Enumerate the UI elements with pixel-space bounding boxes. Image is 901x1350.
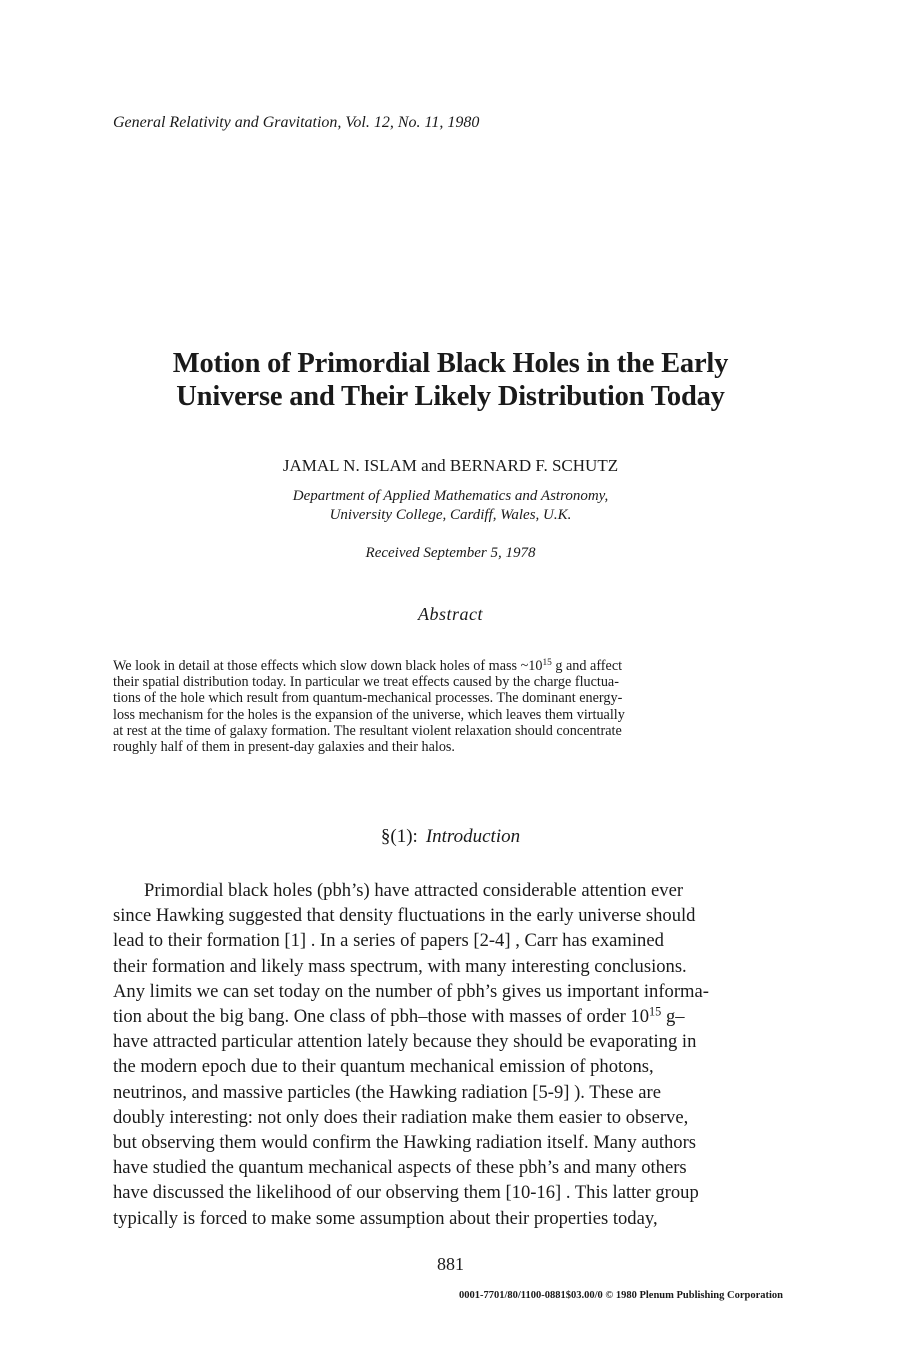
body-line-text: g– <box>661 1006 685 1028</box>
exponent: 15 <box>649 1004 662 1019</box>
body-line <box>113 1004 793 1029</box>
affiliation-line-1: Department of Applied Mathematics and Astronomy, <box>292 488 609 504</box>
body-line: neutrinos, and massive particles (the Hawking radiation [5-9] ). These are <box>113 1081 661 1103</box>
body-line: the modern epoch due to their quantum mechanical emission of photons, <box>113 1056 654 1078</box>
body-line: doubly interesting: not only does their radiation make them easier to observe, <box>113 1106 689 1128</box>
body-line: have attracted particular attention lately because they should be evaporating in <box>113 1031 697 1053</box>
received-date: Received September 5, 1978 <box>365 545 536 561</box>
affiliation <box>0 487 901 525</box>
abstract-heading: Abstract <box>418 604 483 624</box>
abstract-line: their spatial distribution today. In particular we treat effects caused by the charge fluctua- <box>113 674 619 691</box>
body-line: their formation and likely mass spectrum, with many interesting conclusions. <box>113 955 687 977</box>
body-paragraph <box>113 878 793 1231</box>
paper-title <box>0 347 901 413</box>
journal-citation: General Relativity and Gravitation, Vol. 12, No. 11, 1980 <box>113 114 480 131</box>
title-line-2: Universe and Their Likely Distribution Today <box>176 381 725 412</box>
abstract-line-text: We look in detail at those effects which slow down black holes of mass ~10 <box>113 658 543 674</box>
body-line: typically is forced to make some assumption about their properties today, <box>113 1207 658 1229</box>
title-line-1: Motion of Primordial Black Holes in the Early <box>172 348 729 379</box>
body-line: Primordial black holes (pbh’s) have attracted considerable attention ever <box>144 880 684 901</box>
page-number: 881 <box>437 1254 464 1274</box>
body-line: lead to their formation [1] . In a series of papers [2-4] , Carr has examined <box>113 930 664 952</box>
abstract-line: at rest at the time of galaxy formation. The resultant violent relaxation should concentrate <box>113 722 622 739</box>
affiliation-line-2: University College, Cardiff, Wales, U.K. <box>329 507 572 523</box>
body-line: have studied the quantum mechanical aspects of these pbh’s and many others <box>113 1157 687 1179</box>
body-line: have discussed the likelihood of our observing them [10-16] . This latter group <box>113 1182 699 1204</box>
section-title: Introduction <box>425 826 521 847</box>
author-list: JAMAL N. ISLAM and BERNARD F. SCHUTZ <box>282 456 619 475</box>
section-number: §(1): <box>380 826 418 847</box>
abstract-line: tions of the hole which result from quantum-mechanical processes. The dominant energy- <box>113 690 623 707</box>
abstract-body <box>113 658 793 755</box>
section-heading <box>0 826 901 848</box>
abstract-line <box>113 658 793 674</box>
exponent: 15 <box>542 657 552 668</box>
body-line: since Hawking suggested that density fluctuations in the early universe should <box>113 905 696 927</box>
body-line: Any limits we can set today on the number of pbh’s gives us important informa- <box>113 980 709 1002</box>
body-line-text: tion about the big bang. One class of pbh–those with masses of order 10 <box>113 1006 650 1028</box>
abstract-line-text: g and affect <box>551 658 623 674</box>
body-line: but observing them would confirm the Hawking radiation itself. Many authors <box>113 1132 697 1154</box>
abstract-line: loss mechanism for the holes is the expansion of the universe, which leaves them virtually <box>113 706 625 723</box>
copyright-footer: 0001-7701/80/1100-0881$03.00/0 © 1980 Plenum Publishing Corporation <box>458 1290 783 1301</box>
abstract-line: roughly half of them in present-day galaxies and their halos. <box>113 739 455 756</box>
